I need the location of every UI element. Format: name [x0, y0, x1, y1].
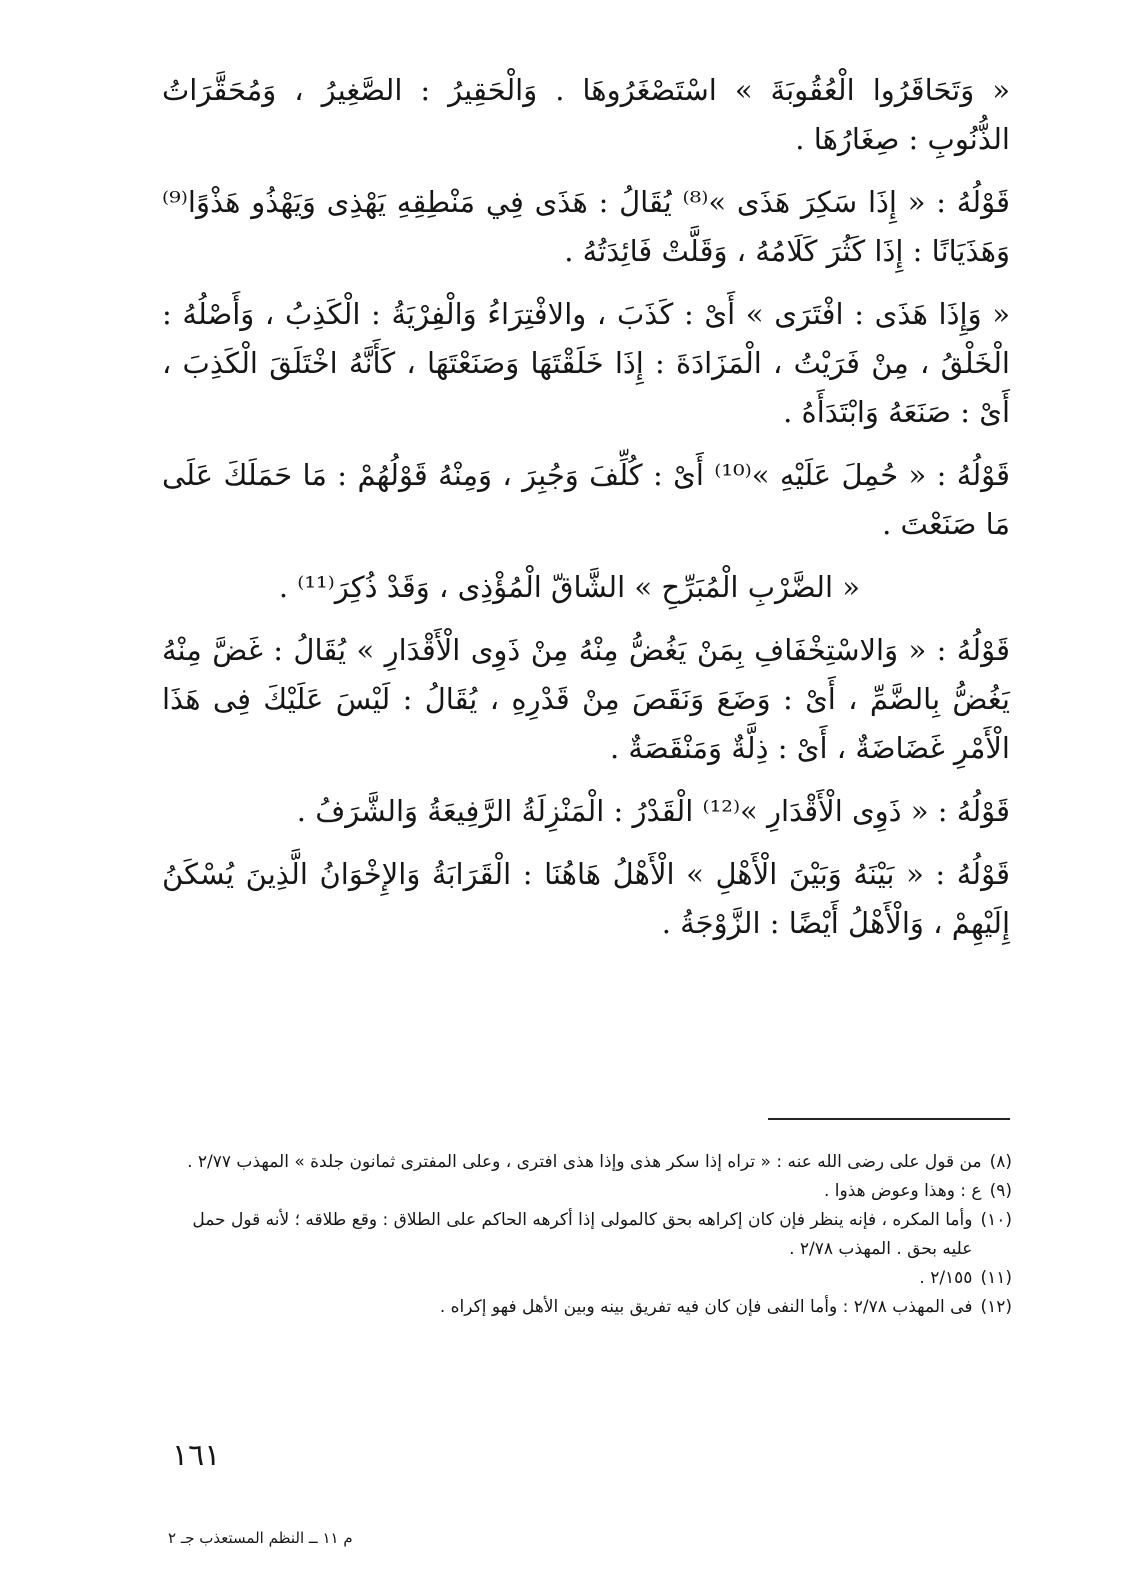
footnote [162, 1148, 1012, 1177]
paragraph: « الضَّرْبِ الْمُبَرِّحِ » الشَّاقّ الْمُؤْذِى ، وَقَدْ ذُكِرَ⁽¹¹⁾ . [278, 570, 860, 604]
paragraph: قَوْلُهُ : « بَيْنَهُ وَبَيْنَ الْأَهْلِ » الْأَهْلُ هَاهُنَا : الْقَرَابَةُ وَالإِخْوَانُ الَّذِينَ يُسْكَنُ إِلَيْهِمْ ، وَالْأَهْلُ أَيْضًا : الزَّوْجَةُ . [162, 857, 1010, 940]
paragraph: قَوْلُهُ : « إِذَا سَكِرَ هَذَى »⁽⁸⁾ يُقَالُ : هَذَى فِي مَنْطِقِهِ يَهْذِى وَيَهْذُو هَذْوًا⁽⁹⁾ وَهَذَيَانًا : إِذَا كَثُرَ كَلَامُهُ ، وَقَلَّتْ فَائِدَتُهُ . [162, 185, 1010, 268]
footnote-text: وأما المكره ، فإنه ينظر فإن كان إكراهه بحق كالمولى إذا أكرهه الحاكم على الطلاق : وقع طلاقه ؛ لأنه قول حمل عليه بحق . المهذب ٢/٧٨ . [192, 1210, 973, 1259]
footnote-number: (٩) [989, 1181, 1012, 1201]
main-text [162, 66, 1010, 962]
footnote-text: ٢/١٥٥ . [919, 1268, 973, 1288]
paragraph: « وَإِذَا هَذَى : افْتَرَى » أَىْ : كَذَبَ ، والافْتِرَاءُ وَالْفِرْيَةُ : الْكَذِبُ ، وَأَصْلُهُ : الْخَلْقُ ، مِنْ فَرَيْتُ ، الْمَزَادَةَ : إِذَا خَلَقْتَهَا وَصَنَعْتَهَا ، كَأَنَّهُ اخْتَلَقَ الْكَذِبَ ، أَىْ : صَنَعَهُ وَابْتَدَأَهُ . [162, 297, 1010, 429]
footnote-separator [768, 1118, 1010, 1120]
footnotes [162, 1148, 1012, 1322]
page-number: ١٦١ [172, 1438, 221, 1473]
paragraph: قَوْلُهُ : « حُمِلَ عَلَيْهِ »⁽¹⁰⁾ أَىْ : كُلِّفَ وَجُبِرَ ، وَمِنْهُ قَوْلُهُمْ : مَا حَمَلَكَ عَلَى مَا صَنَعْتَ . [162, 458, 1010, 541]
footnote-number: (١٠) [980, 1210, 1012, 1230]
footnote [162, 1264, 1012, 1293]
footnote-text: ع : وهذا وعوض هذوا . [823, 1181, 982, 1201]
paragraph: قَوْلُهُ : « ذَوِى الْأَقْدَارِ »⁽¹²⁾ الْقَدْرُ : الْمَنْزِلَةُ الرَّفِيعَةُ وَالشَّرَفُ . [296, 794, 1010, 828]
footnote-number: (١١) [980, 1268, 1012, 1288]
footnote-text: من قول على رضى الله عنه : « تراه إذا سكر هذى وإذا هذى افترى ، وعلى المفترى ثمانون جلدة » المهذب ٢/٧٧ . [187, 1152, 982, 1172]
footnote [162, 1293, 1012, 1322]
printer-signature: م ١١ ــ النظم المستعذب جـ ٢ [168, 1529, 353, 1547]
footnote-number: (٨) [989, 1152, 1012, 1172]
paragraph: قَوْلُهُ : « وَالاسْتِخْفَافِ بِمَنْ يَغُضُّ مِنْهُ مِنْ ذَوِى الْأَقْدَارِ » يُقَالُ : غَضَّ مِنْهُ يَغُضُّ بِالضَّمِّ ، أَىْ : وَضَعَ وَنَقَصَ مِنْ قَدْرِهِ ، يُقَالُ : لَيْسَ عَلَيْكَ فِى هَذَا الْأَمْرِ غَضَاضَةٌ ، أَىْ : ذِلَّةٌ وَمَنْقَصَةٌ . [162, 633, 1010, 765]
footnote [162, 1177, 1012, 1206]
paragraph: « وَتَحَاقَرُوا الْعُقُوبَةَ » اسْتَصْغَرُوهَا . وَالْحَقِيرُ : الصَّغِيرُ ، وَمُحَقَّرَاتُ الذُّنُوبِ : صِغَارُهَا . [162, 73, 1010, 156]
footnote-number: (١٢) [980, 1297, 1012, 1317]
footnote [162, 1206, 1012, 1264]
footnote-text: فى المهذب ٢/٧٨ : وأما النفى فإن كان فيه تفريق بينه وبين الأهل فهو إكراه . [439, 1297, 973, 1317]
